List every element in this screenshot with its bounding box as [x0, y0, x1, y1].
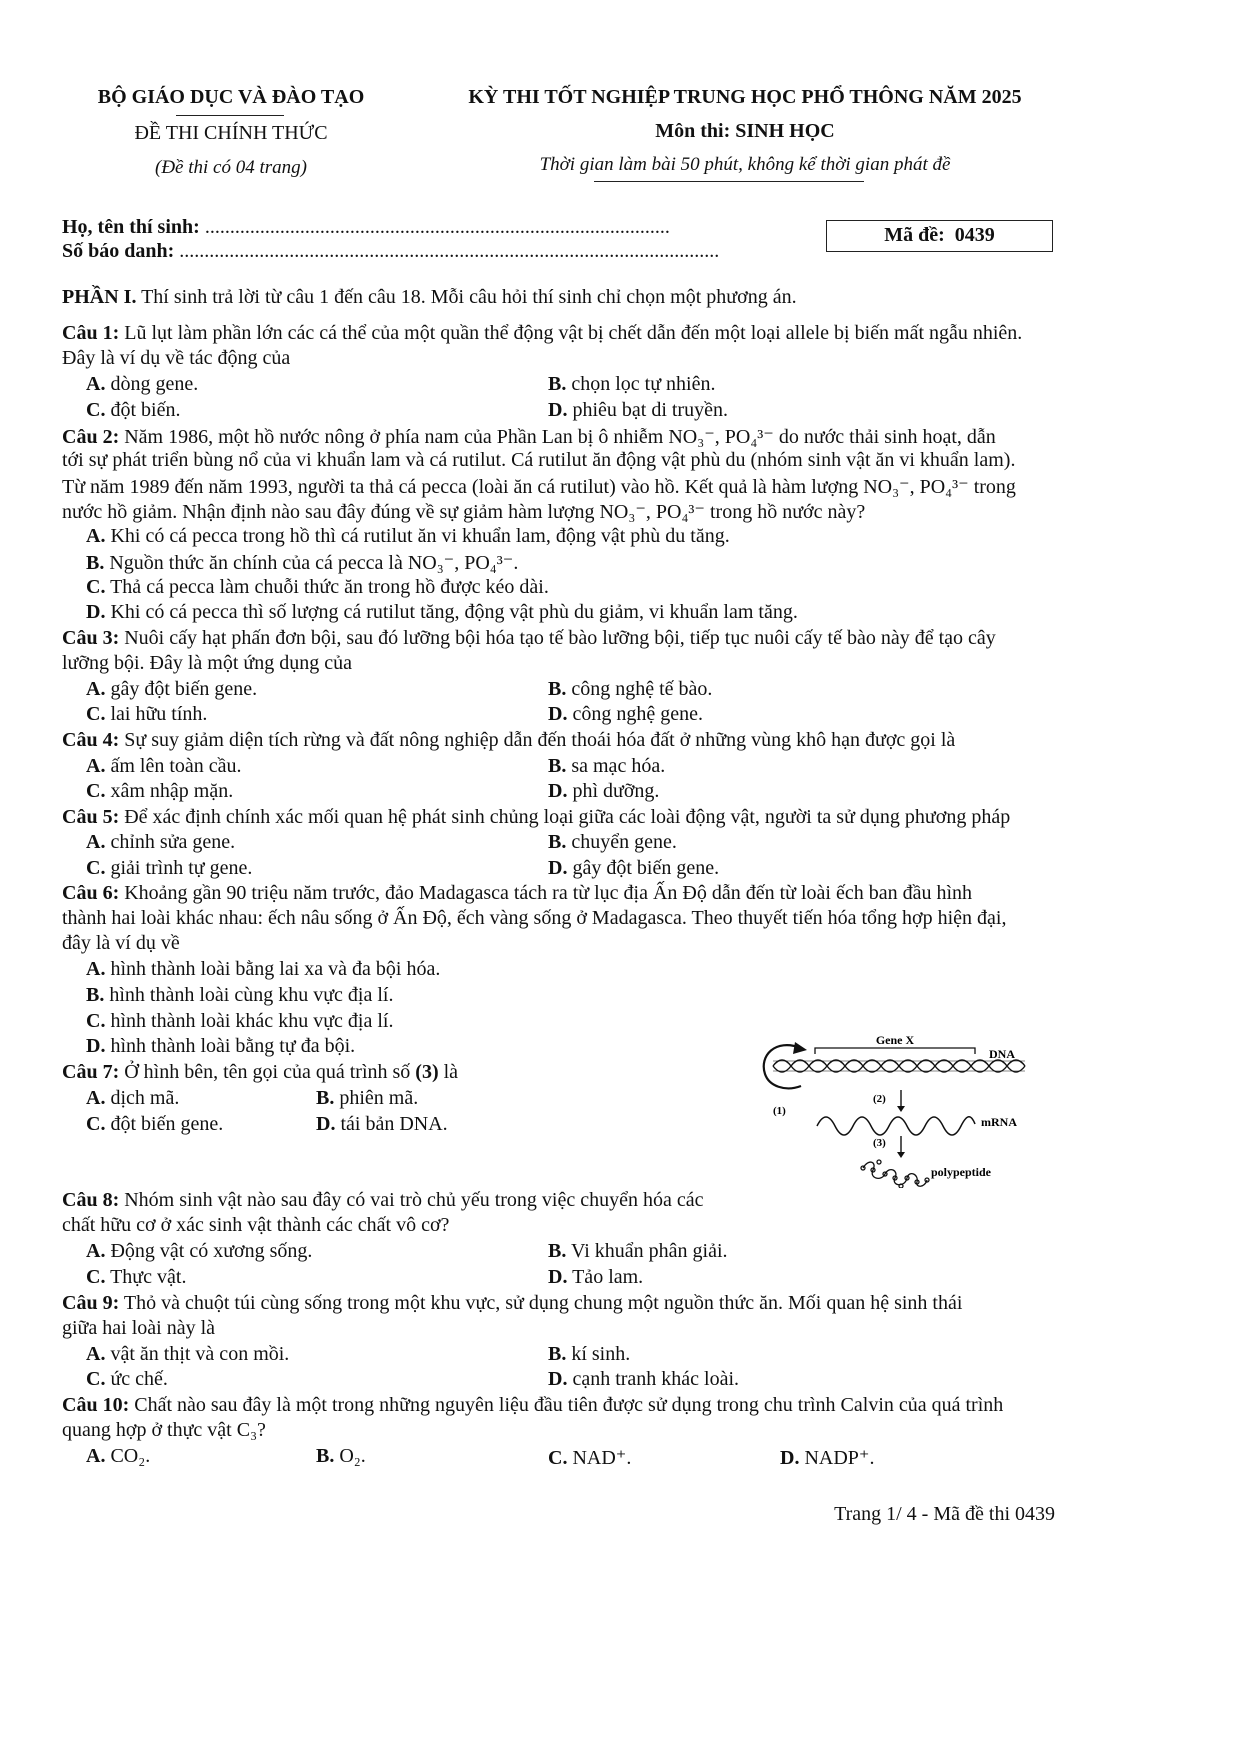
q10-line1	[62, 1394, 1003, 1417]
subject-label: Môn thi: SINH HỌC	[655, 120, 835, 142]
q2-option-a[interactable]	[86, 525, 730, 548]
option-text: chọn lọc tự nhiên.	[571, 373, 716, 395]
option-letter: A.	[86, 1240, 106, 1262]
q7-label: Câu 7:	[62, 1061, 120, 1083]
replication-arrowhead	[793, 1042, 807, 1054]
option-text: hình thành loài khác khu vực địa lí.	[110, 1010, 394, 1032]
option-text: gây đột biến gene.	[110, 678, 258, 700]
option-text: giải trình tự gene.	[110, 857, 253, 879]
mrna-strand	[817, 1117, 975, 1135]
step3-arrowhead	[897, 1152, 905, 1158]
q1-option-c[interactable]	[86, 399, 180, 422]
option-letter: D.	[86, 1035, 106, 1057]
q1-label: Câu 1:	[62, 322, 120, 344]
option-text: Động vật có xương sống.	[110, 1240, 313, 1262]
part1-label: PHẦN I.	[62, 286, 137, 308]
q2-line2: tới sự phát triển bùng nổ của vi khuẩn lam và cá rutilut. Cá rutilut ăn động vật phù du (nhóm sinh vật ăn vi khuẩn lam).	[62, 449, 1016, 471]
option-letter: B.	[86, 552, 105, 574]
q3-line1	[62, 627, 996, 650]
q1-line1	[62, 322, 1022, 345]
option-letter: D.	[86, 601, 106, 623]
exam-code-text	[827, 224, 1052, 247]
q10-text: Chất nào sau đây là một trong những nguyên liệu đầu tiên được sử dụng trong chu trình Calvin của quá trình	[134, 1394, 1004, 1416]
gene-label: Gene X	[875, 1033, 915, 1047]
option-letter: A.	[86, 373, 106, 395]
q9-line2: giữa hai loài này là	[62, 1317, 216, 1339]
q2-label: Câu 2:	[62, 426, 120, 448]
q8-line1	[62, 1189, 704, 1212]
q1-option-b[interactable]	[548, 373, 715, 396]
q6-line2: thành hai loài khác nhau: ếch nâu sống ở Ấn Độ, ếch vàng sống ở Madagasca. Theo thuyết tiến hóa tổng hợp hiện đại,	[62, 907, 1007, 929]
q8-option-d[interactable]	[548, 1266, 643, 1289]
q5-text: Để xác định chính xác mối quan hệ phát sinh chủng loại giữa các loài động vật, người ta sử dụng phương pháp	[124, 806, 1011, 828]
q2-line4: nước hồ giảm. Nhận định nào sau đây đúng về sự giảm hàm lượng NO₃⁻, PO₄³⁻ trong hồ nước này?	[62, 501, 866, 523]
option-letter: B.	[548, 373, 567, 395]
option-text: công nghệ gene.	[572, 703, 703, 725]
time-underline	[594, 181, 864, 182]
step2-arrowhead	[897, 1106, 905, 1112]
option-text: Tảo lam.	[572, 1266, 644, 1288]
q2-line3: Từ năm 1989 đến năm 1993, người ta thả cá pecca (loài ăn cá rutilut) vào hồ. Kết quả là hàm lượng NO₃⁻, PO₄³⁻ trong	[62, 476, 1016, 498]
dna-label: DNA	[989, 1047, 1015, 1061]
q6-line3: đây là ví dụ về	[62, 932, 180, 954]
q3-option-c[interactable]	[86, 703, 207, 726]
option-letter: A.	[86, 525, 106, 547]
part1-text: Thí sinh trả lời từ câu 1 đến câu 18. Mỗi câu hỏi thí sinh chỉ chọn một phương án.	[141, 286, 797, 308]
pages-note: (Đề thi có 04 trang)	[155, 157, 307, 178]
q8-option-a[interactable]	[86, 1240, 312, 1263]
option-letter: C.	[86, 399, 106, 421]
gene-expression-figure	[755, 1028, 1055, 1188]
q4-line1	[62, 729, 955, 752]
q4-option-d[interactable]	[548, 780, 659, 803]
option-text: xâm nhập mặn.	[110, 780, 234, 802]
option-text: tái bản DNA.	[340, 1113, 448, 1135]
mrna-label: mRNA	[981, 1115, 1017, 1129]
option-letter: B.	[548, 1343, 567, 1365]
option-text: ức chế.	[110, 1368, 168, 1390]
q7-option-a[interactable]	[86, 1087, 179, 1110]
polypeptide-label: polypeptide	[931, 1165, 992, 1179]
q5-option-d[interactable]	[548, 857, 719, 880]
candidate-name-dots: .............................................................................................	[204, 216, 670, 238]
q9-text: Thỏ và chuột túi cùng sống trong một khu vực, sử dụng chung một nguồn thức ăn. Mối quan hệ sinh thái	[123, 1292, 963, 1314]
q7-option-b[interactable]	[316, 1087, 418, 1110]
option-text: đột biến.	[110, 399, 181, 421]
option-text: gây đột biến gene.	[572, 857, 720, 879]
exam-code-label: Mã đề:	[884, 224, 945, 246]
option-letter: B.	[548, 1240, 567, 1262]
option-text: CO₂.	[110, 1445, 151, 1467]
q8-option-b[interactable]	[548, 1240, 728, 1263]
option-text: O₂.	[339, 1445, 366, 1467]
q9-option-a[interactable]	[86, 1343, 289, 1366]
option-letter: A.	[86, 1087, 106, 1109]
option-letter: B.	[86, 984, 105, 1006]
option-text: Khi có cá pecca trong hồ thì cá rutilut ăn vi khuẩn lam, động vật phù du tăng.	[110, 525, 730, 547]
option-letter: D.	[548, 1368, 568, 1390]
option-text: hình thành loài bằng tự đa bội.	[110, 1035, 356, 1057]
polypeptide-chain	[861, 1160, 929, 1188]
q10-line2: quang hợp ở thực vật C₃?	[62, 1419, 266, 1441]
q2-option-d[interactable]	[86, 601, 798, 624]
option-text: hình thành loài bằng lai xa và đa bội hóa.	[110, 958, 441, 980]
q3-option-d[interactable]	[548, 703, 703, 726]
q10-label: Câu 10:	[62, 1394, 130, 1416]
option-text: Nguồn thức ăn chính của cá pecca là NO₃⁻, PO₄³⁻.	[109, 552, 519, 574]
q9-option-c[interactable]	[86, 1368, 168, 1391]
option-letter: C.	[86, 1010, 106, 1032]
candidate-name-label: Họ, tên thí sinh:	[62, 216, 200, 238]
q9-line1	[62, 1292, 962, 1315]
option-letter: D.	[548, 857, 568, 879]
q8-line2: chất hữu cơ ở xác sinh vật thành các chất vô cơ?	[62, 1214, 450, 1236]
q6-option-c[interactable]	[86, 1010, 393, 1033]
option-text: dịch mã.	[110, 1087, 180, 1109]
time-note: Thời gian làm bài 50 phút, không kể thời gian phát đề	[539, 154, 951, 175]
option-text: chuyển gene.	[571, 831, 677, 853]
q10-option-a[interactable]	[86, 1445, 150, 1468]
part1-heading	[62, 286, 797, 309]
option-text: Vi khuẩn phân giải.	[570, 1240, 728, 1262]
option-letter: C.	[86, 703, 106, 725]
option-letter: C.	[86, 1113, 106, 1135]
q7-option-d[interactable]	[316, 1113, 448, 1136]
q7-text: Ở hình bên, tên gọi của quá trình số	[124, 1061, 411, 1083]
page-footer: Trang 1/ 4 - Mã đề thi 0439	[834, 1503, 1055, 1525]
q4-label: Câu 4:	[62, 729, 120, 751]
gene-bracket	[815, 1048, 975, 1054]
q1-line2: Đây là ví dụ về tác động của	[62, 347, 291, 369]
ministry-title: BỘ GIÁO DỤC VÀ ĐÀO TẠO	[97, 86, 365, 108]
option-letter: B.	[316, 1445, 335, 1467]
q8-label: Câu 8:	[62, 1189, 120, 1211]
option-text: hình thành loài cùng khu vực địa lí.	[109, 984, 394, 1006]
option-letter: B.	[316, 1087, 335, 1109]
option-letter: C.	[86, 1266, 106, 1288]
step2-label: (2)	[873, 1093, 886, 1105]
q7-text-bold: (3)	[415, 1061, 439, 1083]
q3-option-b[interactable]	[548, 678, 712, 701]
q5-option-a[interactable]	[86, 831, 235, 854]
option-letter: C.	[86, 576, 106, 598]
option-letter: C.	[86, 1368, 106, 1390]
dna-helix	[773, 1060, 1025, 1072]
q3-line2: lưỡng bội. Đây là một ứng dụng của	[62, 652, 352, 674]
q8-option-c[interactable]	[86, 1266, 186, 1289]
option-text: NADP⁺.	[804, 1447, 875, 1469]
option-letter: B.	[548, 755, 567, 777]
option-letter: D.	[548, 780, 568, 802]
q5-label: Câu 5:	[62, 806, 120, 828]
option-text: công nghệ tế bào.	[571, 678, 713, 700]
option-letter: A.	[86, 831, 106, 853]
option-text: ấm lên toàn cầu.	[110, 755, 242, 777]
q9-option-b[interactable]	[548, 1343, 630, 1366]
option-letter: C.	[86, 857, 106, 879]
exam-title: KỲ THI TỐT NGHIỆP TRUNG HỌC PHỔ THÔNG NĂM 2025	[468, 86, 1022, 108]
q3-text: Nuôi cấy hạt phấn đơn bội, sau đó lưỡng bội hóa tạo tế bào lưỡng bội, tiếp tục nuôi cấy tế bào này để tạo cây	[124, 627, 996, 649]
option-text: sa mạc hóa.	[571, 755, 666, 777]
option-letter: B.	[548, 678, 567, 700]
exam-code-box	[826, 220, 1053, 252]
exam-code-value: 0439	[954, 224, 995, 246]
q4-option-b[interactable]	[548, 755, 665, 778]
option-letter: B.	[548, 831, 567, 853]
option-text: NAD⁺.	[572, 1447, 632, 1469]
q2-option-b[interactable]	[86, 550, 518, 575]
q2-line1	[62, 424, 996, 449]
option-text: vật ăn thịt và con mồi.	[110, 1343, 290, 1365]
option-text: Khi có cá pecca thì số lượng cá rutilut tăng, động vật phù du giảm, vi khuẩn lam tăng.	[110, 601, 798, 623]
q5-option-c[interactable]	[86, 857, 252, 880]
candidate-name-line	[62, 216, 670, 239]
step1-label: (1)	[773, 1105, 786, 1117]
q9-option-d[interactable]	[548, 1368, 739, 1391]
q2-option-c[interactable]	[86, 576, 549, 599]
option-text: Thả cá pecca làm chuỗi thức ăn trong hồ được kéo dài.	[110, 576, 549, 598]
option-text: phì dưỡng.	[572, 780, 660, 802]
q4-text: Sự suy giảm diện tích rừng và đất nông nghiệp dẫn đến thoái hóa đất ở những vùng khô hạn được gọi là	[124, 729, 956, 751]
official-label: ĐỀ THI CHÍNH THỨC	[134, 122, 328, 144]
option-letter: A.	[86, 678, 106, 700]
q3-label: Câu 3:	[62, 627, 120, 649]
candidate-id-dots: ............................................................................................................	[179, 240, 720, 262]
q9-label: Câu 9:	[62, 1292, 120, 1314]
option-text: chỉnh sửa gene.	[110, 831, 236, 853]
q6-option-b[interactable]	[86, 984, 393, 1007]
q6-option-a[interactable]	[86, 958, 440, 981]
q6-label: Câu 6:	[62, 882, 120, 904]
option-text: Thực vật.	[110, 1266, 187, 1288]
option-text: phiêu bạt di truyền.	[572, 399, 728, 421]
q7-line1	[62, 1061, 458, 1084]
q5-line1	[62, 806, 1010, 829]
option-letter: D.	[780, 1447, 800, 1469]
option-text: đột biến gene.	[110, 1113, 224, 1135]
option-letter: A.	[86, 958, 106, 980]
option-letter: A.	[86, 755, 106, 777]
q6-option-d[interactable]	[86, 1035, 355, 1058]
q4-option-c[interactable]	[86, 780, 233, 803]
q6-line1	[62, 882, 972, 905]
q1-option-a[interactable]	[86, 373, 198, 396]
option-text: cạnh tranh khác loài.	[572, 1368, 740, 1390]
q5-option-b[interactable]	[548, 831, 677, 854]
option-letter: A.	[86, 1445, 106, 1467]
q3-option-a[interactable]	[86, 678, 257, 701]
option-letter: D.	[548, 703, 568, 725]
candidate-id-label: Số báo danh:	[62, 240, 175, 262]
q7-text-end: là	[443, 1061, 459, 1083]
option-text: lai hữu tính.	[110, 703, 208, 725]
q2-text: Năm 1986, một hồ nước nông ở phía nam của Phần Lan bị ô nhiễm NO₃⁻, PO₄³⁻ do nước thải sinh hoạt, dẫn	[124, 426, 996, 448]
option-letter: D.	[316, 1113, 336, 1135]
q10-option-c[interactable]	[548, 1445, 631, 1470]
option-text: phiên mã.	[339, 1087, 419, 1109]
option-letter: C.	[86, 780, 106, 802]
q10-option-b[interactable]	[316, 1445, 366, 1468]
option-letter: D.	[548, 399, 568, 421]
option-letter: A.	[86, 1343, 106, 1365]
option-letter: C.	[548, 1447, 568, 1469]
step3-label: (3)	[873, 1137, 886, 1149]
q7-option-c[interactable]	[86, 1113, 223, 1136]
option-letter: D.	[548, 1266, 568, 1288]
q8-text: Nhóm sinh vật nào sau đây có vai trò chủ yếu trong việc chuyển hóa các	[124, 1189, 704, 1211]
option-text: kí sinh.	[571, 1343, 631, 1365]
q1-text: Lũ lụt làm phần lớn các cá thể của một quần thể động vật bị chết dẫn đến một loại allele bị biến mất ngẫu nhiên.	[124, 322, 1023, 344]
q1-option-d[interactable]	[548, 399, 728, 422]
q6-text: Khoảng gần 90 triệu năm trước, đảo Madagasca tách ra từ lục địa Ấn Độ dẫn đến từ loài ếch ban đầu hình	[124, 882, 973, 904]
option-text: dòng gene.	[110, 373, 199, 395]
q10-option-d[interactable]	[780, 1445, 874, 1470]
q4-option-a[interactable]	[86, 755, 242, 778]
ministry-underline	[176, 115, 284, 116]
candidate-id-line	[62, 240, 719, 263]
